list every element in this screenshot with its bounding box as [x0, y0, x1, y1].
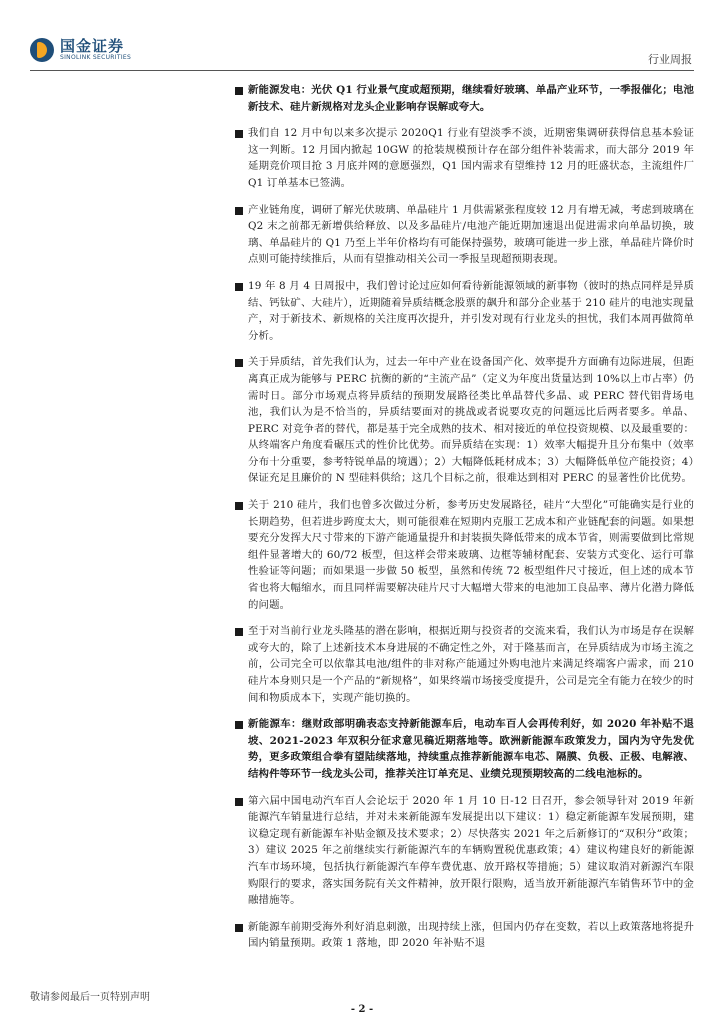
paragraph-text: 新能源发电：光伏 Q1 行业景气度或超预期，继续看好玻璃、单晶产业环节，一季报催化；电池新技术、硅片新规格对龙头企业影响存误解或夸大。 [248, 84, 694, 113]
paragraph-text: 19 年 8 月 4 日周报中，我们曾讨论过应如何看待新能源领域的新事物（彼时的热点同样是异质结、钙钛矿、大硅片），近期随着异质结概念股票的飙升和部分企业基于 210 硅片的电池实现量产，对于新技术、新规格的关注度再次提升，并引发对现有行业龙头的担忧，我们本周再做简单分析。 [248, 279, 694, 342]
page-header [0, 0, 724, 72]
body-paragraph [248, 623, 694, 706]
square-bullet-icon [235, 130, 243, 138]
disclaimer-note: 敬请参阅最后一页特别声明 [30, 992, 150, 1003]
body-paragraph [248, 793, 694, 909]
paragraph-text: 关于异质结，首先我们认为，过去一年中产业在设备国产化、效率提升方面确有边际进展，但距离真正成为能够与 PERC 抗衡的新的“主流产品”（定义为年度出货量达到 10%以上市占率）仍需时日。部分市场观点将异质结的预期发展路径类比单晶替代多晶、或 PERC 替代铝背场电池，我们认为是不恰当的，异质结要面对的挑战或者说要攻克的问题远比后两者要多。单晶、PERC 对竞争者的替代，都是基于完全成熟的技术、相对接近的单位投资规模、以及最重要的：从终端客户角度看碾压式的性价比优势。而异质结在实现：1）效率大幅提升且分布集中（效率分布十分重要，参考特锐单晶的境遇）；2）大幅降低耗材成本；3）大幅降低单位产能投资；4）保证充足且廉价的 N 型硅料供给；这几个目标之前，很难达到相对 PERC 的显著性价比优势。 [248, 356, 694, 485]
body-paragraph [248, 919, 694, 952]
square-bullet-icon [235, 924, 243, 932]
body-paragraph [248, 125, 694, 191]
square-bullet-icon [235, 207, 243, 215]
section-summary-paragraph [248, 82, 694, 115]
logo-mark-icon [30, 38, 54, 62]
section-summary-paragraph [248, 716, 694, 782]
paragraph-text: 至于对当前行业龙头隆基的潜在影响，根据近期与投资者的交流来看，我们认为市场是存在误解或夸大的，除了上述新技术本身进展的不确定性之外，对于隆基而言，在异质结成为市场主流之前，公司完全可以依靠其电池/组件的非对称产能通过外购电池片来满足终端客户需求，而 210 硅片本身则只是一个产品的“新规格”，如果终端市场接受度提升，公司是完全有能力在较少的时间和物质成本下，实现产能切换的。 [248, 625, 694, 704]
report-body [248, 82, 694, 962]
paragraph-text: 我们自 12 月中旬以来多次提示 2020Q1 行业有望淡季不淡，近期密集调研获得信息基本验证这一判断。12 月国内掀起 10GW 的抢装规模预计存在部分组件补装需求，而大部分 2019 年延期竞价项目抢 3 月底并网的意愿强烈，Q1 国内需求有望维持 12 月的旺盛状态，主流组件厂 Q1 订单基本已签满。 [248, 127, 694, 189]
square-bullet-icon [235, 721, 243, 729]
body-paragraph [248, 202, 694, 268]
body-paragraph [248, 497, 694, 613]
report-type-label: 行业周报 [648, 53, 692, 66]
square-bullet-icon [235, 87, 243, 95]
header-divider [30, 70, 694, 71]
square-bullet-icon [235, 798, 243, 806]
paragraph-text: 新能源车：继财政部明确表态支持新能源车后，电动车百人会再传利好，如 2020 年补贴不退坡、2021-2023 年双积分征求意见稿近期落地等。欧洲新能源车政策发力，国内为守先发优势，更多政策组合拳有望陆续落地，持续重点推荐新能源车电芯、隔膜、负极、正极、电解液、结构件等环节一线龙头公司，推荐关注订单充足、业绩兑现预期较高的二线电池标的。 [248, 718, 694, 780]
company-logo [30, 38, 131, 62]
square-bullet-icon [235, 502, 243, 510]
logo-name-en: SINOLINK SECURITIES [60, 54, 132, 61]
body-paragraph [248, 278, 694, 344]
square-bullet-icon [235, 283, 243, 291]
logo-name-cn: 国金证券 [60, 37, 125, 55]
paragraph-text: 产业链角度，调研了解光伏玻璃、单晶硅片 1 月供需紧张程度较 12 月有增无减，考虑到玻璃在 Q2 末之前都无新增供给释放、以及多晶硅片/电池产能近期加速退出促进需求向单晶切换，玻璃、单晶硅片的 Q1 乃至上半年价格均有可能保持强势，玻璃可能进一步上涨，单晶硅片降价时点则可能持续推后，从而有望推动相关公司一季报呈现超预期表现。 [248, 203, 694, 266]
paragraph-text: 新能源车前期受海外利好消息刺激，出现持续上涨，但国内仍存在变数，若以上政策落地将提升国内销量预期。政策 1 落地，即 2020 年补贴不退 [248, 920, 694, 950]
square-bullet-icon [235, 628, 243, 636]
page-number: - 2 - [350, 1004, 374, 1015]
paragraph-text: 第六届中国电动汽车百人会论坛于 2020 年 1 月 10 日-12 日召开，参会领导针对 2019 年新能源汽车销量进行总结，并对未来新能源车发展提出以下建议：1）稳定新能源车发展预期，建议稳定现有新能源车补贴金额及技术要求；2）尽快落实 2021 年之后新修订的“双积分”政策；3）建议 2025 年之前继续实行新能源汽车的车辆购置税优惠政策；4）建议构建良好的新能源汽车市场环境，包括执行新能源汽车停车费优惠、放开路权等措施；5）建议取消对新源汽车限购限行的要求，落实国务院有关文件精神，放开限行限购，适当放开新能源汽车销售环节中的金融措施等。 [248, 794, 694, 907]
square-bullet-icon [235, 359, 243, 367]
paragraph-text: 关于 210 硅片，我们也曾多次做过分析，参考历史发展路径，硅片“大型化”可能确实是行业的长期趋势，但若进步跨度太大，则可能很难在短期内克服工艺成本和产业链配套的问题。如果想要充分发挥大尺寸带来的下游产能通量提升和封装损失降低带来的成本节省，则需要做到比常规组件显著增大的 60/72 板型，但这样会带来玻璃、边框等辅材配套、安装方式变化、运行可靠性验证等问题；而如果退一步做 50 板型，虽然和传统 72 板型组件尺寸接近，但上述的成本节省也将大幅缩水，而且同样需要解决硅片尺寸大幅增大带来的电池加工良品率、薄片化潜力降低的问题。 [248, 499, 694, 611]
body-paragraph [248, 354, 694, 487]
logo-text [60, 38, 131, 62]
